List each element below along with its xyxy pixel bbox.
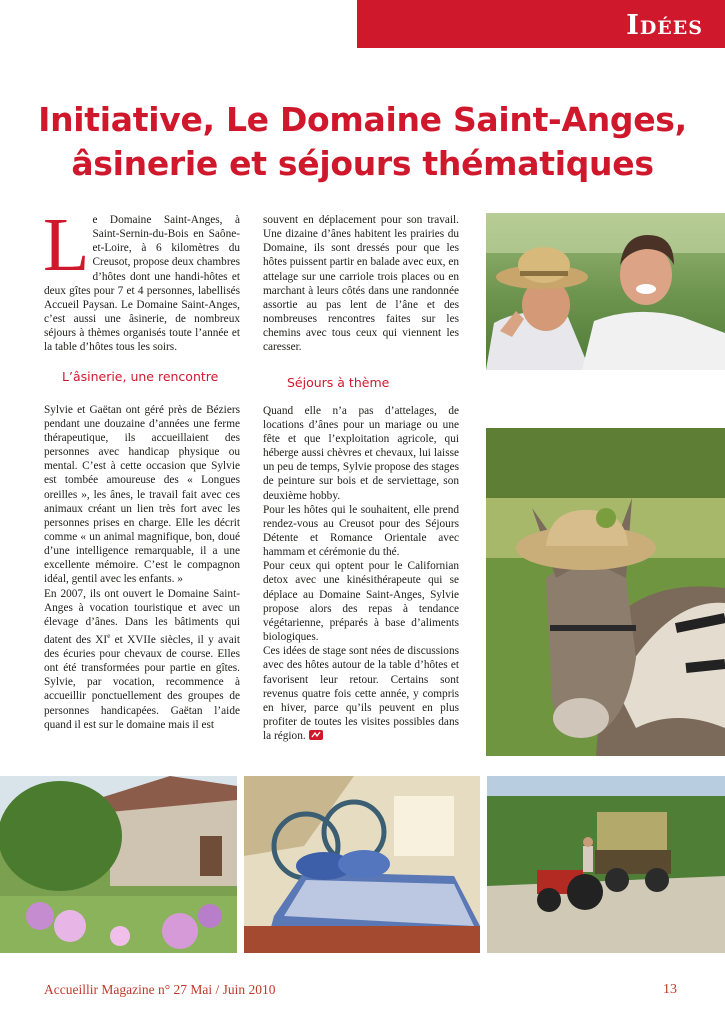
photo-donkey: [486, 428, 725, 756]
subhead-asinerie: L’âsinerie, une rencontre: [62, 368, 219, 384]
paragraph-anes: souvent en déplacement pour son travail. Une dizaine d’ânes habitent les prairies du Domaine, ils sont dressés pour que les hôtes puissent partir en balade avec eux, en attelage sur une carriole trois places ou en marchant à leurs côtés dans une randonnée assortie au pas lent de l’âne et des nombreuses rencontres faites sur les chemins avec tous ceux qui viennent les caresser.: [263, 214, 459, 354]
paragraph-detox: Pour ceux qui optent pour le Californian detox avec une kinésithérapeute qui se déplace au Domaine Saint-Anges, Sylvie propose alors des repas à tendance végétarienne, préparés à base d’aliments biologiques.: [263, 560, 459, 644]
paragraph-2007: [44, 587, 240, 732]
article-column-1: [43, 203, 240, 732]
photo-bedroom: [244, 776, 480, 953]
end-mark-icon: [309, 730, 323, 740]
paragraph-sylvie-gaetan: Sylvie et Gaëtan ont géré près de Béziers pendant une douzaine d’années une ferme thérapeutique, ils accueillaient des personnes avec handicap physique ou mental. C’est à cette occasion que Sylvie est tombée amoureuse des « Longues oreilles », les ânes, le travail fait avec ces animaux créant un lien très fort avec les personnes prises en charge. Elle les décrit comme « un animal magnifique, bon, doué d’une intelligence remarquable, il a une excellente mémoire. C’est le compagnon idéal, gentil avec les enfants. »: [44, 403, 240, 586]
paragraph-idees: [263, 644, 459, 743]
superscript-e: e: [107, 632, 111, 641]
paragraph-2007-b: et XVIIe siècles, il y avait des écuries pour chevaux de course. Elles ont été transformées pour partie en gîtes. Sylvie, par vocation, recommence à accueillir ponctuellement des groupes de personnes handicapées. Gaëtan l’aide quand il est sur le domaine mais il est: [44, 633, 240, 731]
paragraph-stages: Quand elle n’a pas d’attelages, de locations d’ânes pour un mariage ou une fête et que l’exploitation agricole, qui héberge aussi chèvres et chevaux, lui laisse un peu de temps, Sylvie propose des stages de peinture sur bois et de serviettage, son deuxième hobby.: [263, 404, 459, 502]
article-column-2: [263, 213, 459, 743]
footer-magazine: Accueillir Magazine n° 27 Mai / Juin 2010: [44, 982, 276, 997]
title-line-2: âsinerie et séjours thématiques: [71, 144, 654, 183]
paragraph-idees-text: Ces idées de stage sont nées de discussions avec des hôtes autour de la table d’hôtes et favorisent leur retour. Certains sont revenus quatre fois cette année, y compris en hiver, parce qu’ils peuvent en plus profiter de toutes les visites possibles dans la région.: [263, 645, 459, 743]
intro-text: e Domaine Saint-Anges, à Saint-Sernin-du-Bois en Saône-et-Loire, à 6 kilomètres du Creusot, propose deux chambres d’hôtes dont une handi-hôtes et deux gîtes pour 7 et 4 personnes, labellisés Accueil Paysan. Le Domaine Saint-Anges, c’est aussi une âsinerie, de nombreux séjours à thèmes organisés toute l’année et la table d’hôtes tous les soirs.: [44, 214, 240, 354]
photo-hosts: [486, 213, 725, 370]
section-tag: Idées: [357, 0, 725, 48]
paragraph-hammam: Pour les hôtes qui le souhaitent, elle prend rendez-vous au Creusot pour des Séjours Détente et Romance Orientale avec hammam et cérémonie du thé.: [263, 503, 459, 559]
paragraph-2007-a: En 2007, ils ont ouvert le Domaine Saint-Anges à vocation touristique et avec un élevage d’ânes. Dans les bâtiments qui datent des XI: [44, 587, 240, 646]
intro-paragraph: [43, 203, 240, 355]
drop-cap: L: [43, 203, 90, 287]
title-line-1: Initiative, Le Domaine Saint-Anges,: [38, 100, 687, 139]
photo-garden: [0, 776, 237, 953]
page-number: 13: [663, 982, 677, 997]
subhead-sejours: Séjours à thème: [287, 374, 390, 390]
page-title: [0, 98, 725, 186]
photo-tractor: [487, 776, 725, 953]
